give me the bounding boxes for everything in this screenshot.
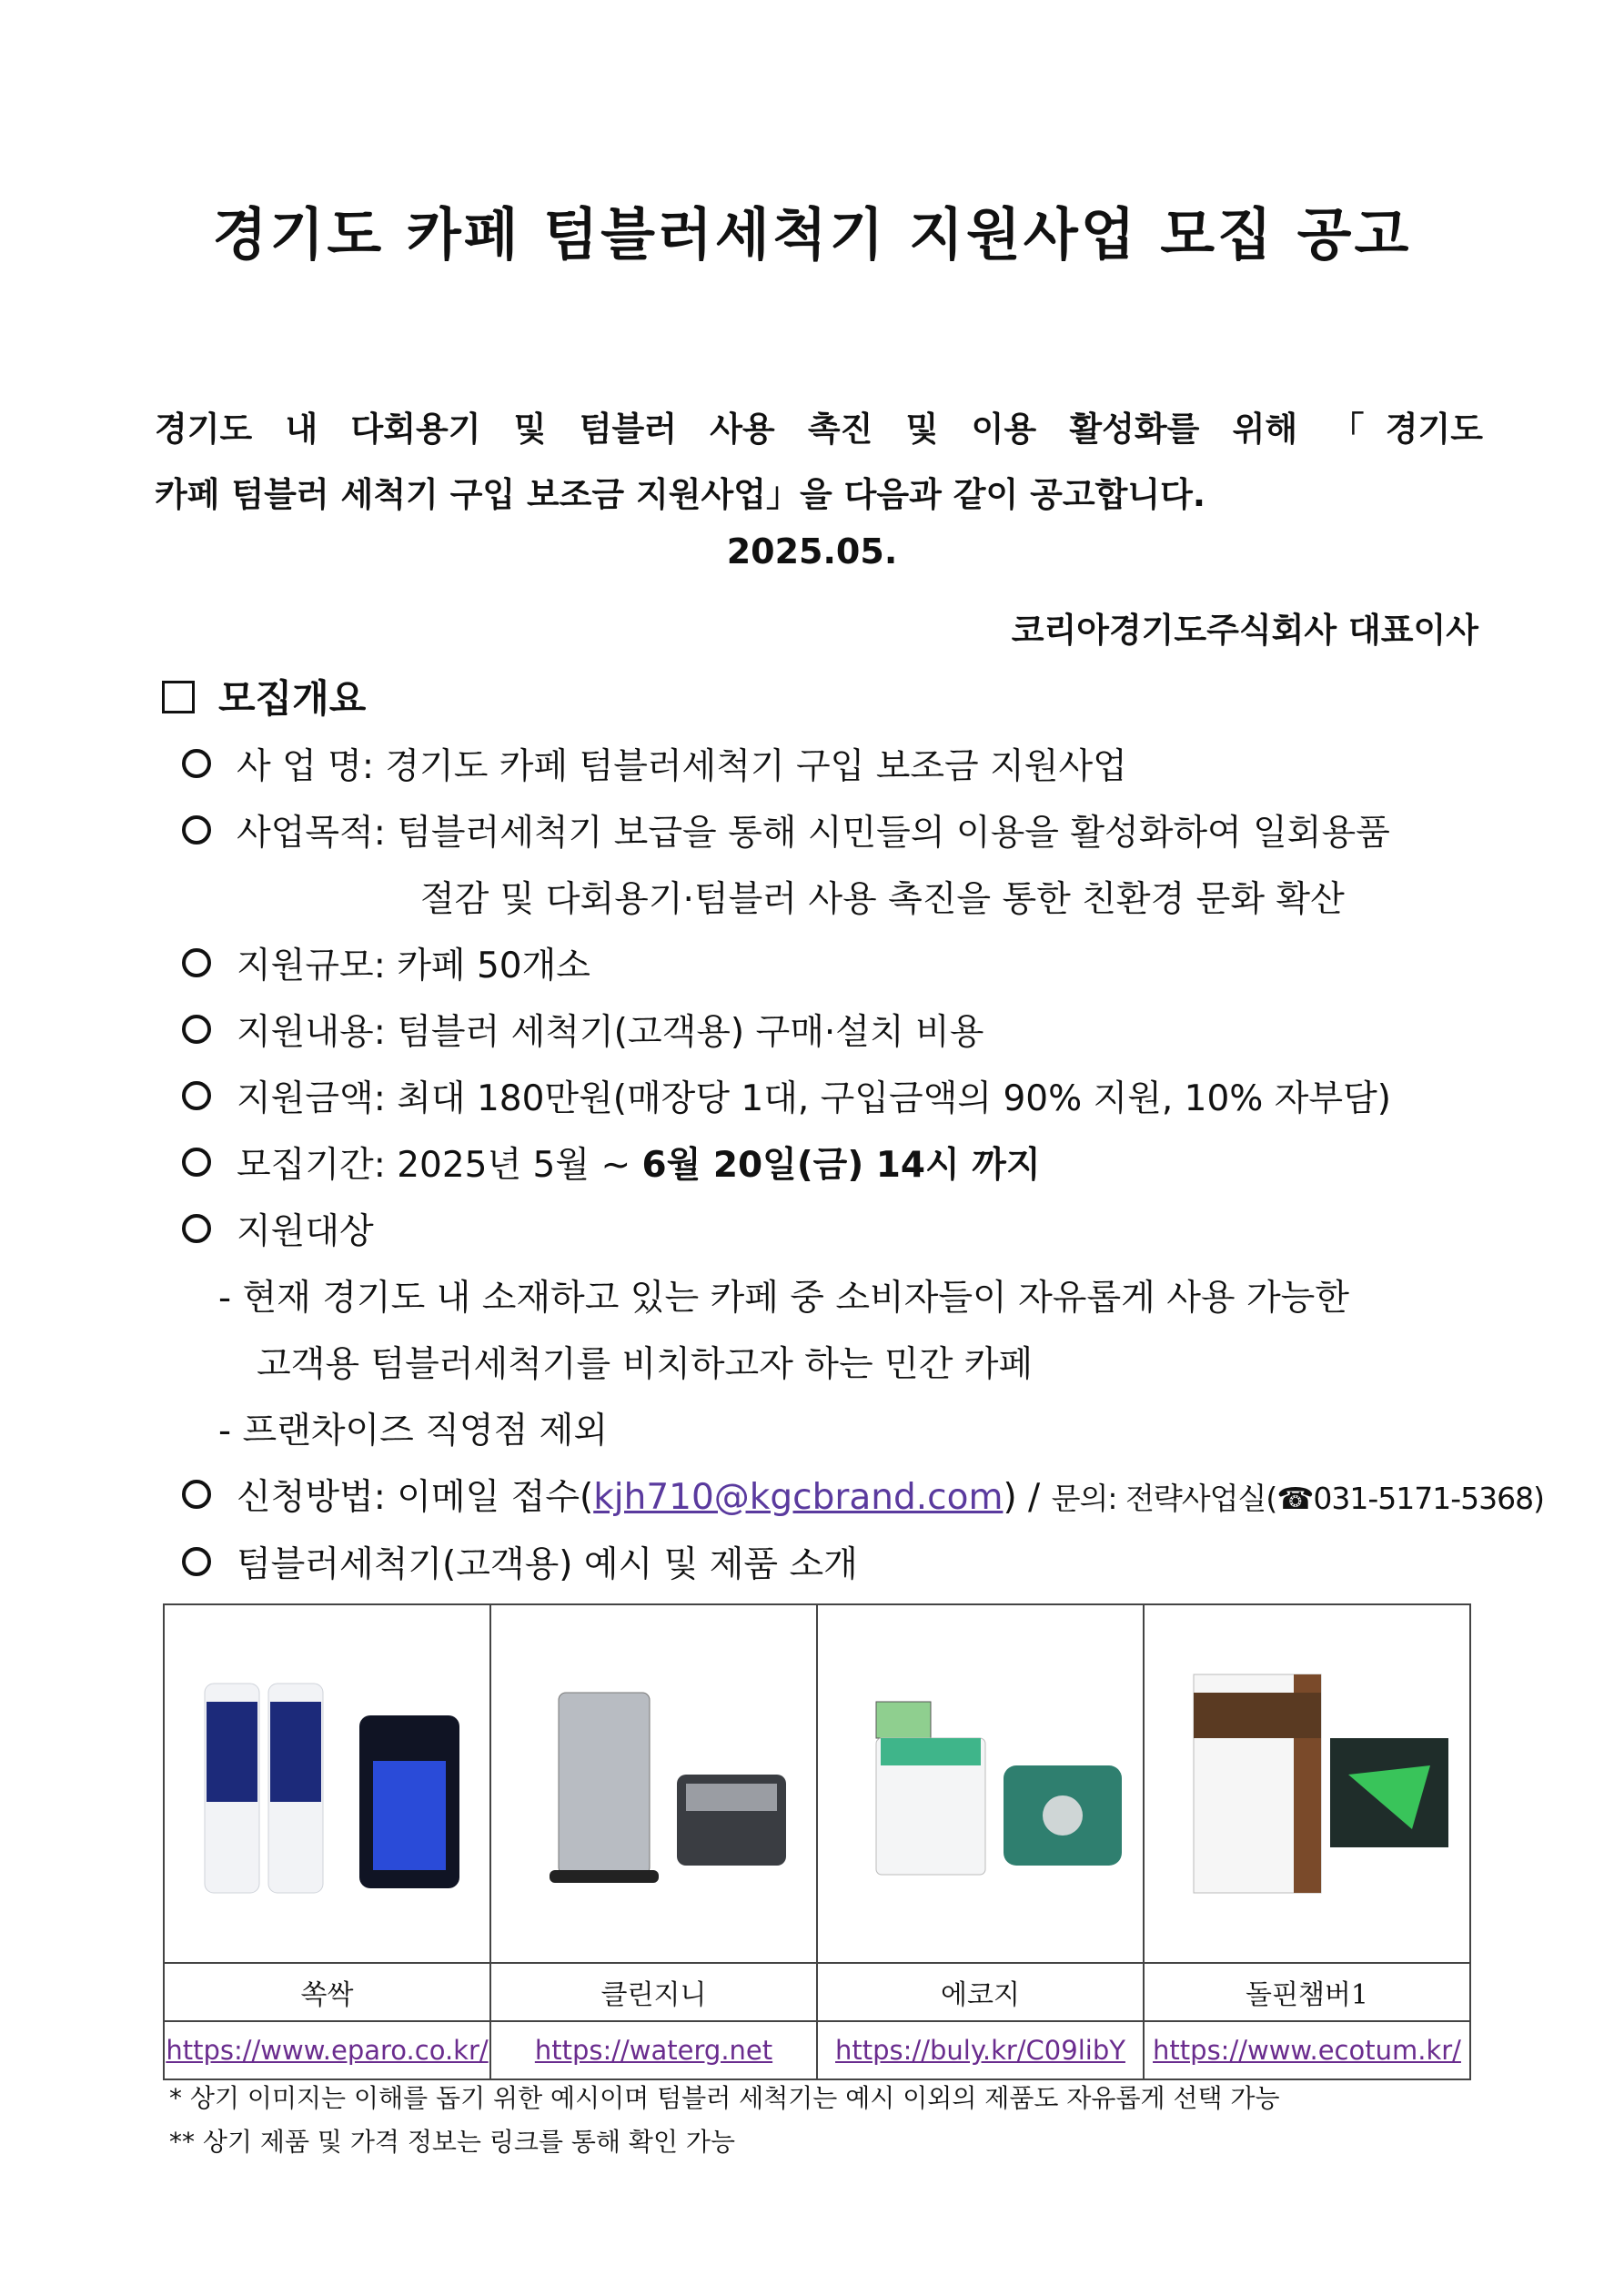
list-subitem: [182, 1265, 1492, 1331]
business-name-text: 사 업 명: 경기도 카페 텀블러세척기 구입 보조금 지원사업: [237, 746, 1127, 787]
purpose-text-2: 절감 및 다회용기·텀블러 사용 촉진을 통한 친환경 문화 확산: [420, 879, 1345, 920]
target-text-3: - 프랜차이즈 직영점 제외: [218, 1411, 609, 1451]
product-link-cell: [164, 2021, 490, 2079]
list-item: [182, 933, 1492, 999]
intro-paragraph: [155, 397, 1483, 528]
section-title: 모집개요: [218, 676, 367, 721]
tumbler-washer-image: [831, 1665, 1131, 1902]
list-subitem: [182, 1398, 1492, 1464]
intro-line-1: 경기도 내 다회용기 및 텀블러 사용 촉진 및 이용 활성화를 위해 「경기도: [155, 410, 1483, 449]
apply-suffix: ) /: [1003, 1477, 1052, 1518]
target-text: 지원대상: [237, 1211, 374, 1252]
circle-bullet-icon: [182, 948, 211, 977]
overview-list: [182, 733, 1544, 1598]
scale-text: 지원규모: 카페 50개소: [237, 946, 590, 986]
product-image-cell: [1144, 1604, 1470, 1963]
footnotes: [169, 2077, 1280, 2164]
product-name: 클린지니: [490, 1963, 817, 2021]
product-link-cell: [490, 2021, 817, 2079]
product-link[interactable]: https://buly.kr/C09libY: [835, 2035, 1125, 2066]
product-table: [163, 1603, 1471, 2080]
list-item: [182, 1532, 1492, 1598]
period-text: 모집기간: 2025년 5월 ~: [237, 1145, 642, 1186]
circle-bullet-icon: [182, 1081, 211, 1110]
product-name-row: [164, 1963, 1470, 2021]
period-deadline: 6월 20일(금) 14시 까지: [641, 1145, 1041, 1186]
intro-line-2: 카페 텀블러 세척기 구입 보조금 지원사업」을 다음과 같이 공고합니다.: [155, 475, 1205, 514]
product-image-cell: [817, 1604, 1144, 1963]
purpose-text-1: 사업목적: 텀블러세척기 보급을 통해 시민들의 이용을 활성화하여 일회용품: [237, 813, 1390, 854]
circle-bullet-icon: [182, 815, 211, 845]
product-link[interactable]: https://www.eparo.co.kr/: [166, 2035, 489, 2066]
circle-bullet-icon: [182, 1148, 211, 1177]
page-title: 경기도 카페 텀블러세척기 지원사업 모집 공고: [212, 201, 1412, 268]
product-name: 쏙싹: [164, 1963, 490, 2021]
circle-bullet-icon: [182, 1480, 211, 1509]
apply-text: 신청방법: 이메일 접수(: [237, 1477, 594, 1518]
content-text: 지원내용: 텀블러 세척기(고객용) 구매·설치 비용: [237, 1012, 984, 1053]
circle-bullet-icon: [182, 1547, 211, 1576]
product-link[interactable]: https://waterg.net: [534, 2035, 773, 2066]
product-image-cell: [164, 1604, 490, 1963]
product-name: 돌핀챔버1: [1144, 1963, 1470, 2021]
square-bullet-icon: [162, 681, 195, 713]
tumbler-washer-image: [177, 1665, 478, 1902]
product-image-row: [164, 1604, 1470, 1963]
target-text-1: - 현재 경기도 내 소재하고 있는 카페 중 소비자들이 자유롭게 사용 가능한: [218, 1278, 1349, 1319]
amount-text: 지원금액: 최대 180만원(매장당 1대, 구입금액의 90% 지원, 10% 자부담): [237, 1078, 1391, 1119]
circle-bullet-icon: [182, 1214, 211, 1243]
product-image-cell: [490, 1604, 817, 1963]
examples-text: 텀블러세척기(고객용) 예시 및 제품 소개: [237, 1544, 858, 1585]
list-item: [182, 733, 1492, 800]
list-item: [182, 999, 1492, 1066]
circle-bullet-icon: [182, 1015, 211, 1044]
tumbler-washer-image: [504, 1665, 804, 1902]
product-link-cell: [1144, 2021, 1470, 2079]
list-item: [182, 1464, 1544, 1532]
section-heading: [162, 669, 366, 723]
list-item: [182, 1132, 1492, 1199]
target-text-2: 고객용 텀블러세척기를 비치하고자 하는 민간 카페: [257, 1344, 1034, 1385]
product-link[interactable]: https://www.ecotum.kr/: [1153, 2035, 1461, 2066]
list-item: [182, 1066, 1492, 1132]
product-link-row: [164, 2021, 1470, 2079]
list-item: [182, 800, 1492, 866]
contact-text: 문의: 전략사업실(☎031-5171-5368): [1051, 1481, 1544, 1516]
product-name: 에코지: [817, 1963, 1144, 2021]
footnote-2: ** 상기 제품 및 가격 정보는 링크를 통해 확인 가능: [169, 2127, 736, 2157]
email-link[interactable]: kjh710@kgcbrand.com: [593, 1477, 1004, 1518]
organization-signature: 코리아경기도주식회사 대표이사: [1011, 611, 1478, 650]
list-item-continuation: [182, 866, 1492, 933]
circle-bullet-icon: [182, 749, 211, 778]
footnote-1: * 상기 이미지는 이해를 돕기 위한 예시이며 텀블러 세척기는 예시 이외의 제품도 자유롭게 선택 가능: [169, 2083, 1280, 2113]
product-link-cell: [817, 2021, 1144, 2079]
tumbler-washer-image: [1157, 1665, 1458, 1902]
list-item: [182, 1199, 1492, 1265]
announcement-date: 2025.05.: [726, 531, 898, 571]
list-subitem-continuation: [182, 1331, 1492, 1398]
